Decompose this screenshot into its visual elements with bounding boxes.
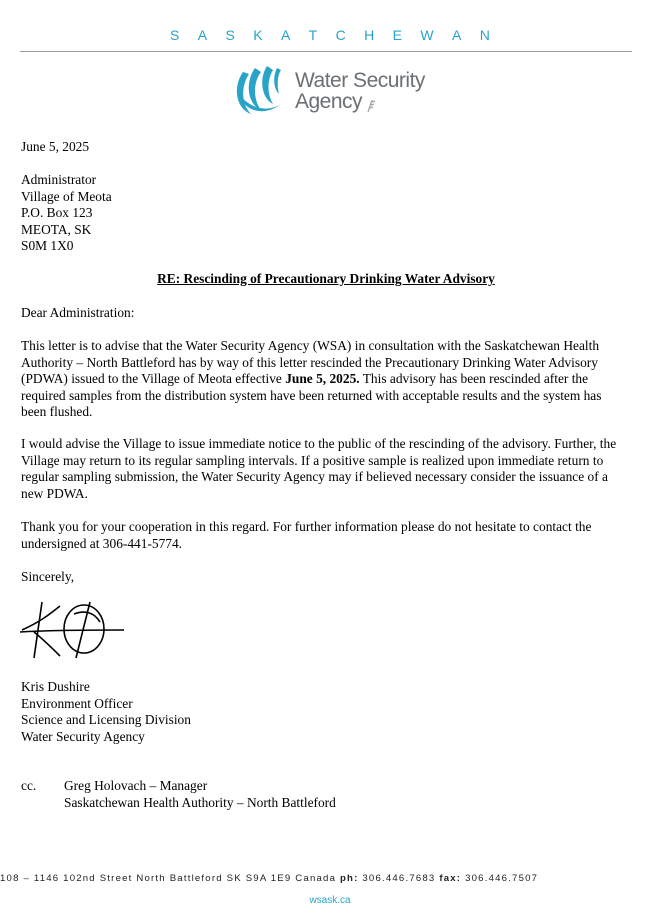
recipient-line: Administrator <box>21 172 97 187</box>
footer-contact <box>0 873 668 884</box>
banner-letter: C <box>335 27 346 43</box>
handwritten-signature <box>20 600 130 662</box>
fax-label: fax: <box>439 873 462 884</box>
logo-line-2: Agency <box>295 90 363 113</box>
wsa-logo <box>233 64 425 118</box>
cc-line: Saskatchewan Health Authority – North Battleford <box>64 794 336 810</box>
fax-number: 306.446.7507 <box>465 873 539 884</box>
banner-letter: E <box>392 27 402 43</box>
cc-line: Greg Holovach – Manager <box>64 778 208 793</box>
subject-line: RE: Rescinding of Precautionary Drinking Water Advisory <box>157 271 495 286</box>
phone-label: ph: <box>339 873 359 884</box>
signer-line: Science and Licensing Division <box>21 712 191 727</box>
signer-line: Water Security Agency <box>21 728 145 744</box>
wheat-leaf-icon <box>366 98 376 112</box>
paragraph-text: This advisory has been rescinded after the required samples from the distribution system have been returned with acceptable results and the system has been flushed. <box>21 371 602 419</box>
salutation: Dear Administration: <box>21 305 135 320</box>
province-banner <box>170 27 490 43</box>
footer-address: 108 – 1146 102nd Street North Battleford SK S9A 1E9 Canada <box>0 873 337 884</box>
header-divider <box>20 51 632 52</box>
recipient-address <box>21 172 112 255</box>
signer-line: Environment Officer <box>21 695 133 711</box>
recipient-line: P.O. Box 123 <box>21 205 93 220</box>
signer-line: Kris Dushire <box>21 679 90 694</box>
banner-letter: S <box>225 27 235 43</box>
body-paragraph-2: I would advise the Village to issue immediate notice to the public of the rescinding of the advisory. Further, the Village may return to its regular sampling intervals. If a positive sample is realized upon immediate return to regular sampling submission, the Water Security Agency may if believed necessary consider the issuance of a new PDWA. <box>21 436 617 501</box>
paragraph-text: This letter is to advise that the Water Security Agency (WSA) in consultation with the Saskatchewan Health Authority – North Battleford has by way of this letter rescinded the Precautionary Drinking Water Advisory (PDWA) issued to the Village of Meota effective <box>21 338 600 386</box>
letter-date: June 5, 2025 <box>21 139 90 154</box>
recipient-line: MEOTA, SK <box>21 221 92 237</box>
body-paragraph-1 <box>21 338 626 421</box>
water-drop-logo-icon <box>233 64 289 118</box>
effective-date: June 5, 2025. <box>285 371 360 386</box>
banner-letter: H <box>364 27 375 43</box>
website-link[interactable]: wsask.ca <box>309 895 351 906</box>
cc-block <box>21 778 336 811</box>
banner-letter: A <box>280 27 291 43</box>
banner-letter: S <box>170 27 180 43</box>
banner-letter: W <box>420 27 434 43</box>
banner-letter: N <box>479 27 490 43</box>
recipient-line: Village of Meota <box>21 188 112 204</box>
banner-letter: T <box>308 27 318 43</box>
closing: Sincerely, <box>21 569 75 584</box>
banner-letter: K <box>253 27 263 43</box>
signature-block <box>21 679 191 745</box>
logo-line-1: Water Security <box>295 69 425 92</box>
phone-number: 306.446.7683 <box>362 873 436 884</box>
banner-letter: A <box>452 27 462 43</box>
cc-label: cc. <box>21 778 37 793</box>
banner-letter: A <box>197 27 208 43</box>
body-paragraph-3: Thank you for your cooperation in this regard. For further information please do not hesitate to contact the undersigned at 306-441-5774. <box>21 519 592 551</box>
recipient-line: S0M 1X0 <box>21 238 74 253</box>
